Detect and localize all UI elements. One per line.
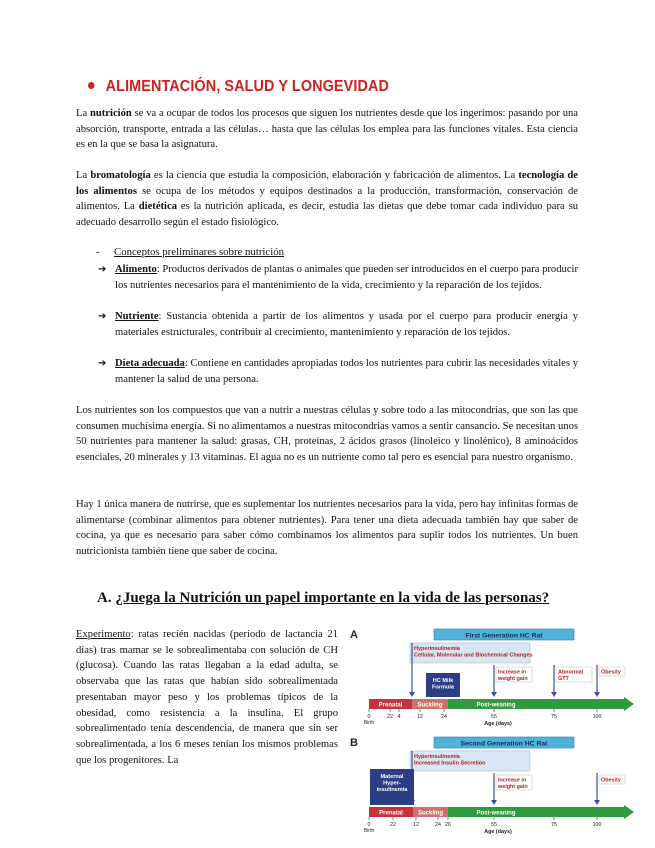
hc-rat-diagram xyxy=(348,627,640,835)
panel-a-phase-post-weaning-label: Post-weaning xyxy=(476,702,516,709)
concepts-heading-text: Conceptos preliminares sobre nutrición xyxy=(114,246,285,258)
panel-a-axis-arrow-icon xyxy=(624,697,634,711)
panel-b-phase-prenatal-label: Prenatal xyxy=(379,810,403,817)
panel-a-box-text: HC Milk Formula xyxy=(431,678,455,691)
panel-b-callout-1-text: Obesity xyxy=(601,777,621,784)
panel-b-tick-label-6: 75 xyxy=(551,822,557,828)
arrow-right-icon: ➔ xyxy=(98,311,107,322)
nourish-paragraph: Hay 1 única manera de nutrirse, que es suplementar los nutrientes necesarios para la vida, pero hay infinitas formas de alimentarse (combinar alimentos para obtener nutrientes). Para tener una dieta adecuada también hay que saber de cocina, ya que es necesario para saber cómo combinamos los alimentos para suplir todos los nutrientes. Un buen nutricionista también tiene que saber de cocina. xyxy=(76,499,578,557)
panel-b-box-text: Maternal Hyper-insulinemia xyxy=(376,774,408,794)
panel-a-tick-label-6: 75 xyxy=(551,714,557,720)
panel-a-callout-0-arrow-head xyxy=(491,692,497,697)
panel-b-callout-0-text: Increase in weight gain xyxy=(498,777,528,790)
experiment-paragraph xyxy=(76,627,338,768)
panel-a-banner-text: First Generation HC Rat xyxy=(465,632,543,640)
panel-a-callout-2-text: Obesity xyxy=(601,669,621,676)
panel-b-callout-0-arrow-head xyxy=(491,800,497,805)
section-a-letter: A. xyxy=(97,590,112,606)
panel-b-callout-1-arrow-head xyxy=(594,800,600,805)
concepts-heading xyxy=(96,246,284,258)
concepts-dash: - xyxy=(96,246,100,258)
definition-alimento: : Productos derivados de plantas o animales que pueden ser introducidos en el cuerpo para producir los nutrientes necesarios para el mantenimiento de la vida, crecimiento y la reparación de los tejidos. xyxy=(115,264,578,291)
panel-a-phase-prenatal-label: Prenatal xyxy=(378,702,403,709)
intro-paragraph-nutrition xyxy=(76,106,578,153)
term-nutricion: nutrición xyxy=(89,108,132,119)
panel-a-phase-post-weaning xyxy=(448,699,624,709)
intro-p2-b: es la ciencia que estudia la composición, elaboración y fabricación de alimentos. La xyxy=(150,170,519,181)
panel-a-tick-label-5: 55 xyxy=(491,714,497,720)
intro-p2-a: La xyxy=(76,170,91,181)
intro-paragraph-bromatology xyxy=(76,168,578,230)
panel-b-tick-label-3: 24 xyxy=(435,822,441,828)
panel-b-axis-arrow-icon xyxy=(624,805,634,819)
panel-a-tick-label-7: 100 xyxy=(592,714,602,720)
section-a-heading xyxy=(97,590,549,607)
panel-a-tick-label-2: 4 xyxy=(397,714,401,720)
panel-a-letter: A xyxy=(350,629,358,641)
panel-b-letter: B xyxy=(350,737,358,749)
panel-b-tick-label-2: 12 xyxy=(413,822,419,828)
main-heading xyxy=(88,78,389,96)
section-a-title: ¿Juega la Nutrición un papel importante en la vida de las personas? xyxy=(115,590,550,606)
term-bromatologia: bromatología xyxy=(90,170,151,181)
term-dietetica: dietética xyxy=(138,201,178,213)
panel-b-phase-suckling-label: Suckling xyxy=(417,810,444,817)
panel-a-phase-suckling-label: Suckling xyxy=(417,702,443,709)
arrow-right-icon: ➔ xyxy=(98,264,107,275)
panel-b-tick-label-0: 0 xyxy=(367,822,371,828)
intro-p1-pre: La xyxy=(76,108,90,119)
panel-a-tick-label-1: 22 xyxy=(387,714,393,720)
experiment-label: Experimento xyxy=(76,629,131,640)
list-item xyxy=(98,262,578,293)
intro-p1-post: se va a ocupar de todos los procesos que siguen los nutrientes desde que los ingerimos: pasando por una absorción, transporte, entrada a las células… hasta que las células los emplea para las funciones vitales. Esta ciencia es en la que se basa la asignatura. xyxy=(76,108,579,151)
panel-a-tick-label-0: 0 xyxy=(367,714,371,720)
panel-b-tick-label-4: 26 xyxy=(445,822,451,828)
panel-b-axis-label: Age (days) xyxy=(484,829,512,835)
list-item xyxy=(98,356,578,387)
panel-a-callout-2-arrow-head xyxy=(594,692,600,697)
heading-bullet-icon xyxy=(88,82,95,89)
panel-b-birth-label: Birth xyxy=(363,828,375,834)
panel-b-banner-text: Second Generation HC Rat xyxy=(460,740,548,748)
panel-a-tick-label-3: 12 xyxy=(417,714,423,720)
panel-b-tick-label-7: 100 xyxy=(592,822,602,828)
panel-b-tick-label-1: 22 xyxy=(390,822,396,828)
intro-p2-c: se ocupa de los métodos y equipos destinados a la producción, transformación, conservación de alimentos. La xyxy=(76,185,579,213)
intro-p2-d: es la nutrición aplicada, es decir, estudia las dietas que debe tomar cada individuo para su adecuado desarrollo según el estado fisiológico. xyxy=(76,201,578,228)
panel-a-callout-1-text: Abnormal GTT xyxy=(558,669,584,682)
panel-a-note-text: Hyperinsulinemia Cellular, Molecular and Biochemical Changes xyxy=(414,646,533,659)
panel-b-tick-label-5: 55 xyxy=(491,822,497,828)
main-heading-text: ALIMENTACIÓN, SALUD Y LONGEVIDAD xyxy=(105,78,389,95)
definition-dieta-adecuada: : Contiene en cantidades apropiadas todos los nutrientes para cubrir las necesidades vitales y mantener la salud de una persona. xyxy=(115,358,578,385)
term-alimento: Alimento xyxy=(115,264,157,275)
term-tecnologia: tecnología de los alimentos xyxy=(76,170,578,197)
panel-b-phase-post-weaning-label: Post-weaning xyxy=(476,810,516,817)
nutrients-paragraph: Los nutrientes son los compuestos que van a nutrir a nuestras células y sobre todo a las mitocondrias, que son las que consumen muchísima energía. Si no alimentamos a nuestras mitocondrias vamos a sentir cansancio. Se necesitan unos 50 nutrientes para mantener la salud: grasas, CH, proteínas, 2 ácidos grasos (linoleico y linolénico), 8 aminoácidos esenciales, 20 minerales y 13 vitaminas. El agua no es un nutriente como tal pero es esencial para nuestro organismo. xyxy=(76,405,578,463)
definition-nutriente: : Sustancia obtenida a partir de los alimentos y usada por el cuerpo para producir energía y materiales estructurales, contribuir al crecimiento, mantenimiento y reparación de los tejidos. xyxy=(115,311,578,338)
arrow-right-icon: ➔ xyxy=(98,358,107,369)
hc-rat-figure xyxy=(348,627,640,835)
panel-a-callout-1-arrow-head xyxy=(551,692,557,697)
term-dieta-adecuada: Dieta adecuada xyxy=(115,358,185,369)
panel-a-note-arrow-head xyxy=(409,692,415,697)
panel-a-axis-label: Age (days) xyxy=(484,721,512,727)
panel-b-phase-post-weaning xyxy=(448,807,624,817)
experiment-text: : ratas recién nacidas (periodo de lactancia 21 días) tras mamar se le sobrealimentaba con solución de CH (glucosa). Cuando las ratas llegaban a la edad adulta, se observaba que las ratas que habían sido sobrealimentada presentaban mayor peso y los problemas típicos de la obesidad, como resistencia a la insulina. El grupo sobrealimentado tenía descendencia, de manera que sin ser sobrealimentada, a los 6 meses tenían los mismos problemas que los progenitores. La xyxy=(76,629,338,766)
term-nutriente: Nutriente xyxy=(115,311,159,322)
panel-a-tick-label-4: 24 xyxy=(441,714,447,720)
panel-a-birth-label: Birth xyxy=(363,720,375,726)
list-item xyxy=(98,309,578,340)
panel-b-note-text: Hyperinsulinemia Increased Insulin Secretion xyxy=(414,754,486,767)
panel-a-callout-0-text: Increase in weight gain xyxy=(498,669,528,682)
